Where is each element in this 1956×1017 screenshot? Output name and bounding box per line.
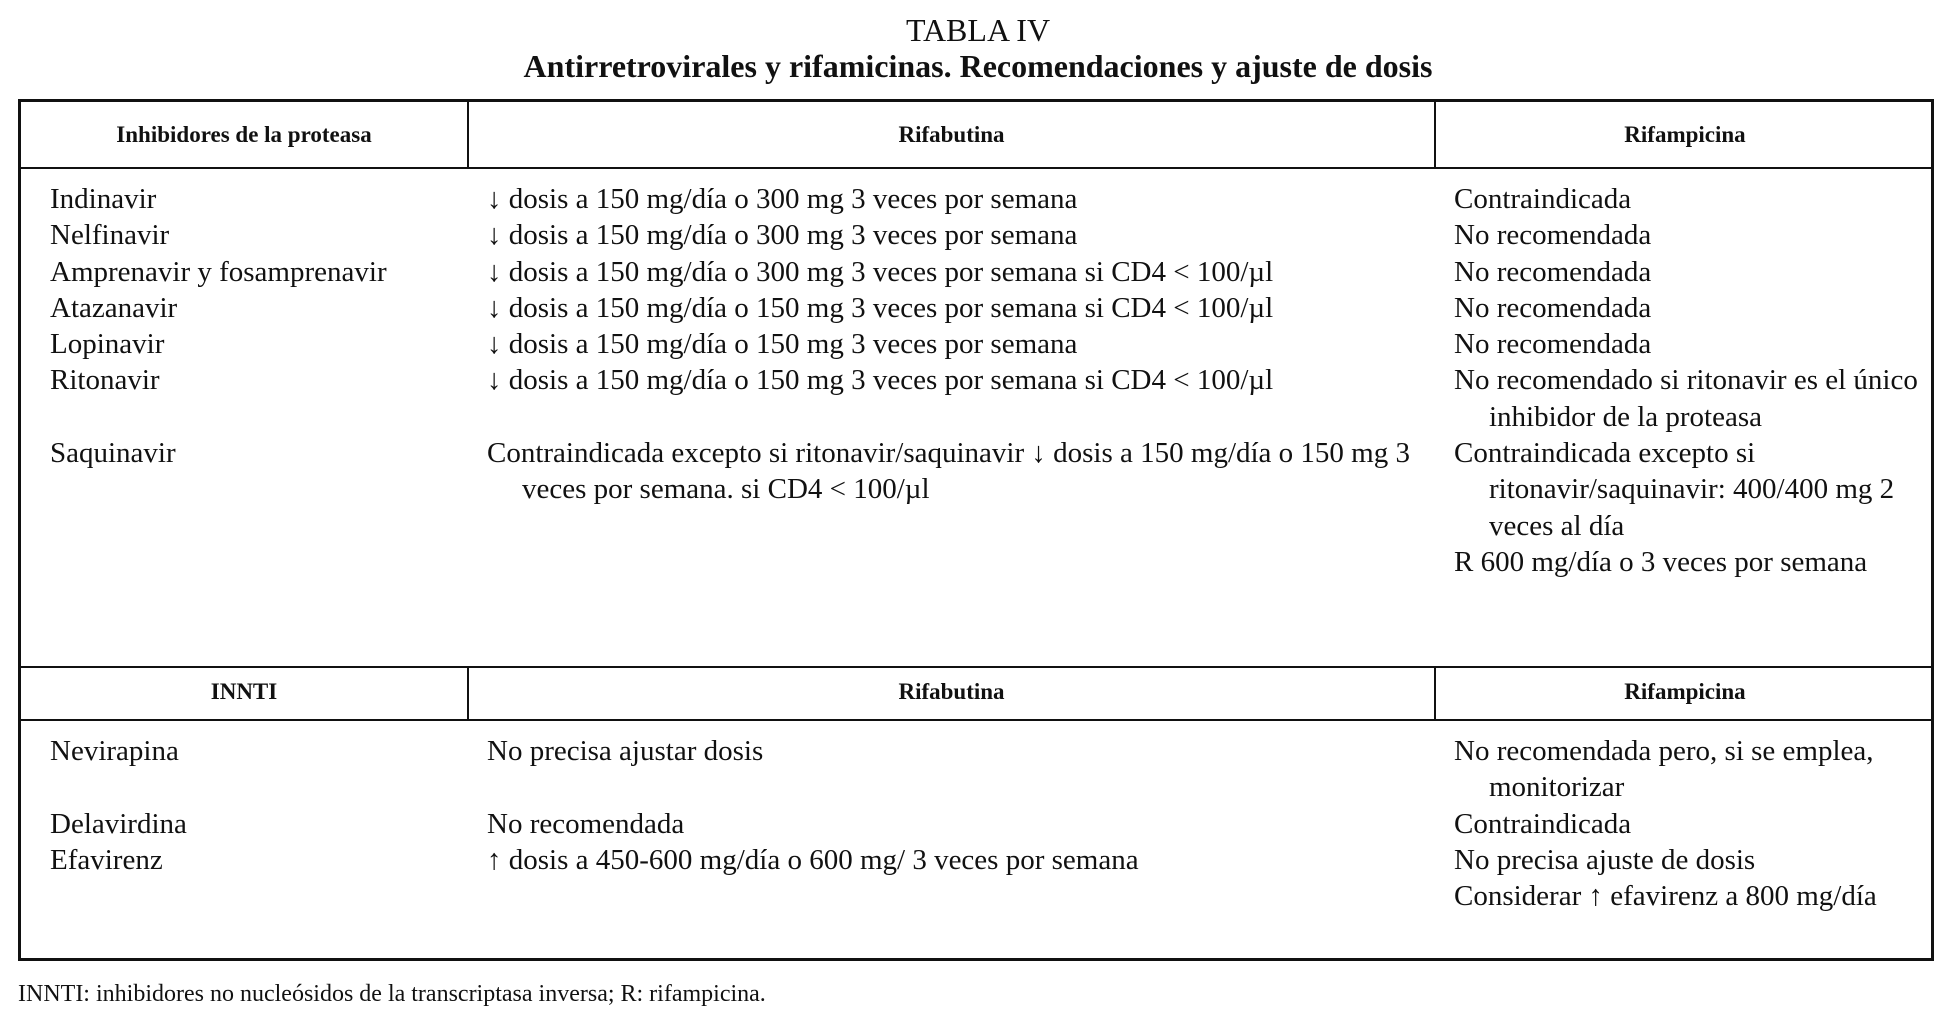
drug-name-cell: Saquinavir — [50, 437, 176, 470]
rifampicina-text: No recomendado si ritonavir es el único inhibidor de la proteasa — [1454, 364, 1918, 433]
rifabutina-text: ↓ dosis a 150 mg/día o 300 mg 3 veces por semana si CD4 < 100/µl — [487, 255, 1274, 288]
header-rifampicina: Rifampicina — [1624, 122, 1746, 147]
rifabutina-cell — [467, 435, 1434, 580]
header-divider-2 — [21, 719, 1931, 721]
rifabutina-text: No recomendada — [487, 807, 685, 840]
drug-name-cell: Lopinavir — [50, 328, 165, 361]
rifabutina-text: No precisa ajustar dosis — [487, 735, 764, 767]
rifabutina-cell — [467, 326, 1434, 362]
rifampicina-cell — [1434, 842, 1934, 915]
rifabutina-cell — [467, 733, 1434, 806]
rifampicina-text: Contraindicada — [1454, 807, 1632, 840]
table-row — [21, 326, 1934, 362]
drug-name-cell: Efavirenz — [50, 843, 163, 876]
rifampicina-cell — [1434, 733, 1934, 806]
rifampicina-cell — [1434, 362, 1934, 435]
innti-rows — [21, 733, 1934, 914]
rifampicina-text: No recomendada — [1454, 219, 1652, 252]
rifabutina-text: ↓ dosis a 150 mg/día o 300 mg 3 veces por semana — [487, 219, 1078, 252]
rifampicina-cell — [1434, 290, 1934, 326]
header-innti: INNTI — [210, 679, 278, 704]
table-row — [21, 842, 1934, 915]
rifabutina-text: Contraindicada excepto si ritonavir/saquinavir ↓ dosis a 150 mg/día o 150 mg 3 veces por semana. si CD4 < 100/µl — [487, 437, 1410, 506]
rifampicina-text: R 600 mg/día o 3 veces por semana — [1454, 545, 1868, 578]
rifampicina-text: No recomendada — [1454, 255, 1652, 288]
table-row — [21, 806, 1934, 842]
table-row — [21, 362, 1934, 435]
rifampicina-text: No precisa ajuste de dosis — [1454, 843, 1756, 876]
rifampicina-cell — [1434, 806, 1934, 842]
table-row — [21, 217, 1934, 253]
drug-name-cell: Atazanavir — [50, 291, 178, 324]
rifabutina-cell — [467, 217, 1434, 253]
table-footnote: INNTI: inhibidores no nucleósidos de la transcriptasa inversa; R: rifampicina. — [18, 981, 766, 1007]
rifabutina-text: ↓ dosis a 150 mg/día o 150 mg 3 veces por semana si CD4 < 100/µl — [487, 364, 1274, 397]
rifampicina-text: Considerar ↑ efavirenz a 800 mg/día — [1454, 880, 1877, 913]
section-divider — [21, 666, 1931, 668]
rifabutina-cell — [467, 290, 1434, 326]
table-title-block — [0, 12, 1956, 84]
table-row — [21, 254, 1934, 290]
header-rifampicina-2: Rifampicina — [1624, 679, 1746, 704]
rifampicina-cell — [1434, 435, 1934, 580]
rifabutina-text: ↑ dosis a 450-600 mg/día o 600 mg/ 3 veces por semana — [487, 843, 1139, 876]
dose-adjustment-table — [18, 99, 1934, 961]
table-label: TABLA IV — [905, 12, 1051, 48]
rifampicina-cell — [1434, 217, 1934, 253]
rifampicina-text: Contraindicada — [1454, 183, 1632, 215]
table-caption: Antirretrovirales y rifamicinas. Recomendaciones y ajuste de dosis — [523, 48, 1433, 84]
rifabutina-cell — [467, 181, 1434, 217]
header-protease-inhibitors: Inhibidores de la proteasa — [116, 122, 372, 147]
rifampicina-cell — [1434, 326, 1934, 362]
rifabutina-text: ↓ dosis a 150 mg/día o 150 mg 3 veces por semana — [487, 328, 1078, 361]
rifampicina-text: No recomendada pero, si se emplea, monitorizar — [1454, 735, 1874, 804]
drug-name-cell: Nevirapina — [50, 735, 179, 767]
table-row — [21, 733, 1934, 806]
drug-name-cell: Ritonavir — [50, 364, 160, 397]
rifabutina-cell — [467, 362, 1434, 435]
drug-name-cell: Amprenavir y fosamprenavir — [50, 255, 387, 288]
header-divider-1 — [21, 167, 1931, 169]
rifabutina-cell — [467, 842, 1434, 915]
rifampicina-cell — [1434, 181, 1934, 217]
protease-inhibitor-rows — [21, 181, 1934, 580]
header-rifabutina: Rifabutina — [898, 122, 1005, 147]
rifampicina-cell — [1434, 254, 1934, 290]
rifabutina-cell — [467, 806, 1434, 842]
table-row — [21, 181, 1934, 217]
rifampicina-text: No recomendada — [1454, 328, 1652, 361]
header-rifabutina-2: Rifabutina — [898, 679, 1005, 704]
rifabutina-text: ↓ dosis a 150 mg/día o 150 mg 3 veces por semana si CD4 < 100/µl — [487, 291, 1274, 324]
drug-name-cell: Indinavir — [50, 183, 157, 215]
drug-name-cell: Delavirdina — [50, 807, 187, 840]
drug-name-cell: Nelfinavir — [50, 219, 170, 252]
rifampicina-text: No recomendada — [1454, 291, 1652, 324]
rifampicina-text: Contraindicada excepto si ritonavir/saquinavir: 400/400 mg 2 veces al día — [1454, 437, 1895, 542]
table-row — [21, 435, 1934, 580]
rifabutina-text: ↓ dosis a 150 mg/día o 300 mg 3 veces por semana — [487, 183, 1078, 215]
table-row — [21, 290, 1934, 326]
rifabutina-cell — [467, 254, 1434, 290]
